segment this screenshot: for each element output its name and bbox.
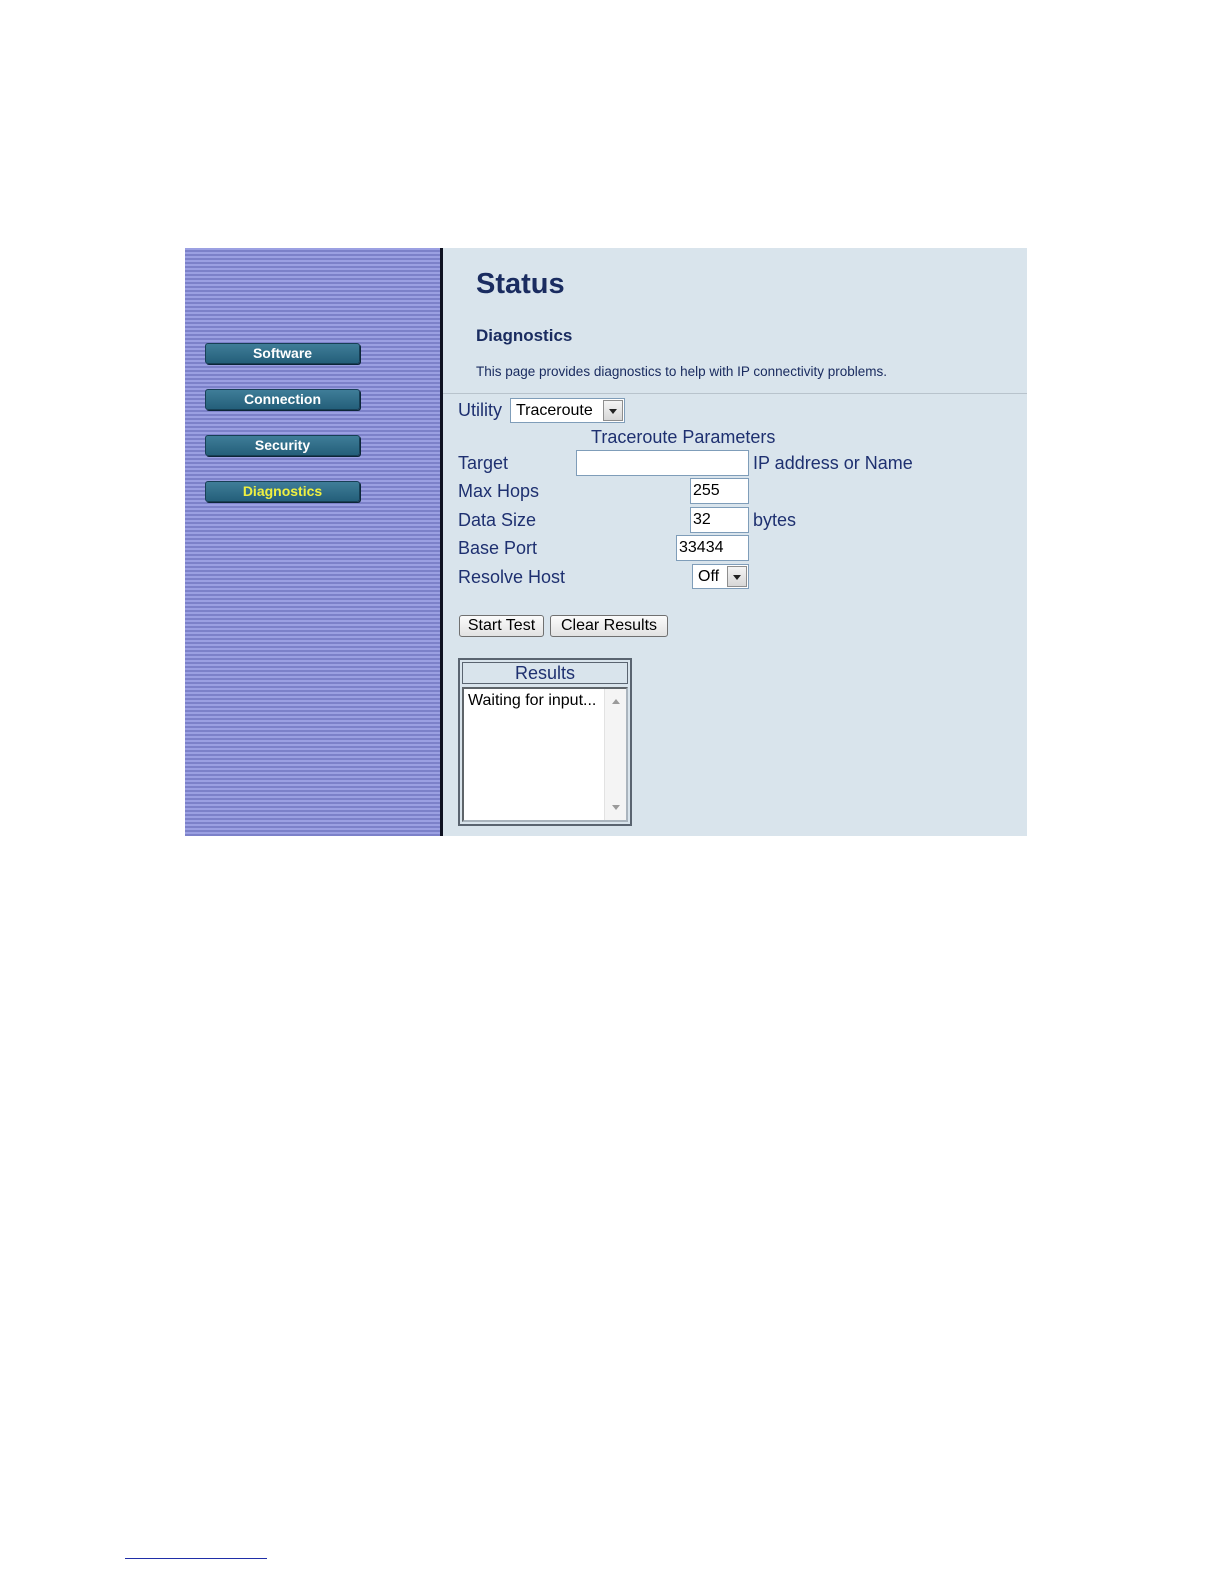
utility-select-value: Traceroute (516, 402, 593, 419)
resolve-host-select[interactable] (692, 564, 749, 589)
sidebar-item-software[interactable]: Software (205, 343, 360, 364)
sidebar (185, 248, 440, 836)
target-label: Target (458, 453, 509, 473)
target-hint: IP address or Name (753, 453, 913, 473)
clear-results-button[interactable]: Clear Results (550, 615, 668, 637)
sidebar-item-security[interactable]: Security (205, 435, 360, 456)
data-size-unit: bytes (753, 510, 797, 530)
chevron-down-icon (603, 400, 623, 421)
data-size-input[interactable] (690, 507, 749, 533)
results-panel (458, 658, 632, 826)
resolve-host-select-value: Off (698, 568, 720, 585)
resolve-host-label: Resolve Host (458, 567, 566, 587)
start-test-button[interactable]: Start Test (459, 615, 544, 637)
base-port-input[interactable] (676, 535, 749, 561)
footnote-rule (125, 1558, 267, 1559)
chevron-down-icon (727, 566, 747, 587)
data-size-label: Data Size (458, 510, 537, 530)
utility-select[interactable] (510, 398, 625, 423)
results-textarea[interactable] (462, 687, 628, 822)
router-admin-window (185, 248, 1027, 836)
max-hops-input[interactable] (690, 478, 749, 504)
params-title: Traceroute Parameters (591, 427, 776, 447)
utility-label: Utility (458, 400, 502, 420)
page-title: Status (476, 268, 565, 300)
target-input[interactable] (576, 450, 749, 476)
results-scrollbar[interactable] (604, 689, 626, 820)
results-text: Waiting for input... (468, 692, 597, 709)
scroll-up-icon[interactable] (612, 699, 620, 704)
main-content (443, 248, 1027, 836)
max-hops-label: Max Hops (458, 481, 540, 501)
page-description: This page provides diagnostics to help with IP connectivity problems. (476, 364, 887, 379)
section-title: Diagnostics (476, 326, 573, 345)
header-divider (443, 393, 1027, 394)
base-port-label: Base Port (458, 538, 538, 558)
sidebar-item-diagnostics[interactable]: Diagnostics (205, 481, 360, 502)
scroll-down-icon[interactable] (612, 805, 620, 810)
results-title: Results (462, 662, 628, 684)
sidebar-item-connection[interactable]: Connection (205, 389, 360, 410)
